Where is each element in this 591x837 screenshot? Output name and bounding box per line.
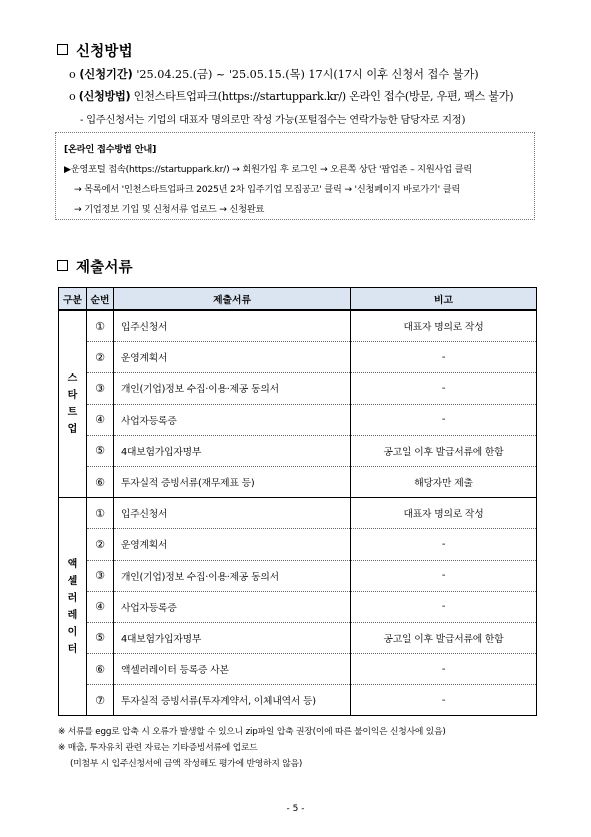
footnote-2: ※ 매출, 투자유치 관련 자료는 기타증빙서류에 업로드 (58, 743, 258, 753)
table-row (59, 560, 537, 591)
table-row (59, 466, 537, 497)
table-row (59, 529, 537, 560)
bullet-mark: o (69, 68, 76, 81)
table-row (59, 685, 537, 716)
table-row (59, 435, 537, 466)
document-name: 입주신청서 (114, 498, 351, 529)
document-name: 운영계획서 (114, 529, 351, 560)
document-note: 공고일 이후 발급서류에 한함 (351, 435, 537, 466)
document-name: 개인(기업)정보 수집·이용·제공 동의서 (114, 560, 351, 591)
section-title-text: 신청방법 (76, 44, 133, 60)
table-header-row (59, 288, 537, 311)
document-note: 대표자 명의로 작성 (351, 498, 537, 529)
checkbox-square-icon (57, 260, 68, 271)
online-guide-box (55, 132, 535, 220)
table-row (59, 654, 537, 685)
document-name: 개인(기업)정보 수집·이용·제공 동의서 (114, 373, 351, 404)
application-method-note: - 입주신청서는 기업의 대표자 명의로만 작성 가능(포털접수는 연락가능한 담당자로 지정) (80, 115, 466, 126)
header-document: 제출서류 (114, 288, 351, 311)
online-guide-title: [온라인 접수방법 안내] (64, 144, 157, 155)
group-label-char: 러 (67, 592, 78, 604)
table-row (59, 373, 537, 404)
group-label-cell (59, 498, 87, 716)
footnote-3: (미첨부 시 입주신청서에 금액 작성해도 평가에 반영하지 않음) (70, 759, 303, 769)
application-method-text: 인천스타트업파크(https://startuppark.kr/) 온라인 접수(방문, 우편, 팩스 불가) (133, 90, 514, 103)
row-number: ⑤ (87, 622, 114, 653)
group-label-char: 타 (67, 390, 78, 402)
document-name: 4대보험가입자명부 (114, 622, 351, 653)
document-note: - (351, 373, 537, 404)
document-note: - (351, 404, 537, 435)
table-row (59, 498, 537, 529)
document-note: 대표자 명의로 작성 (351, 310, 537, 342)
row-number: ⑥ (87, 654, 114, 685)
document-note: - (351, 685, 537, 716)
document-note: 공고일 이후 발급서류에 한함 (351, 622, 537, 653)
row-number: ① (87, 310, 114, 342)
checkbox-square-icon (57, 44, 68, 55)
table-row (59, 591, 537, 622)
group-label-char: 액 (67, 558, 78, 570)
section-title-text: 제출서류 (76, 260, 133, 276)
row-number: ② (87, 529, 114, 560)
application-period-line (69, 66, 479, 82)
header-note: 비고 (351, 288, 537, 311)
document-note: - (351, 529, 537, 560)
document-name: 운영계획서 (114, 342, 351, 373)
documents-table (58, 287, 537, 716)
row-number: ① (87, 498, 114, 529)
table-row (59, 404, 537, 435)
document-name: 사업자등록증 (114, 404, 351, 435)
row-number: ④ (87, 404, 114, 435)
table-row (59, 622, 537, 653)
document-name: 사업자등록증 (114, 591, 351, 622)
document-note: 해당자만 제출 (351, 466, 537, 497)
application-method-line (69, 88, 513, 104)
table-row (59, 342, 537, 373)
group-label-char: 터 (67, 643, 78, 655)
bullet-mark: o (69, 90, 76, 103)
group-label-char: 업 (67, 424, 78, 436)
row-number: ② (87, 342, 114, 373)
group-label-char: 레 (67, 609, 78, 621)
header-group: 구분 (59, 288, 87, 311)
group-label-char: 이 (67, 626, 78, 638)
section-title-documents (57, 256, 133, 277)
document-name: 투자실적 증빙서류(재무제표 등) (114, 466, 351, 497)
group-label-cell (59, 310, 87, 498)
group-label-char: 트 (67, 407, 78, 419)
group-label-char: 셀 (67, 575, 78, 587)
online-guide-line-1: ▶운영포털 접속(https://startuppark.kr/) → 회원가입 후 로그인 → 오른쪽 상단 '팝업존 – 지원사업 클릭 (64, 164, 472, 175)
group-label-char: 스 (67, 373, 78, 385)
row-number: ⑦ (87, 685, 114, 716)
online-guide-line-2: → 목록에서 '인천스타트업파크 2025년 2차 입주기업 모집공고' 클릭 → '신청페이지 바로가기' 클릭 (74, 184, 461, 195)
document-note: - (351, 560, 537, 591)
application-method-label: (신청방법) (78, 90, 131, 103)
row-number: ⑥ (87, 466, 114, 497)
row-number: ⑤ (87, 435, 114, 466)
document-name: 입주신청서 (114, 310, 351, 342)
page-number: - 5 - (286, 804, 305, 814)
document-name: 액셀러레이터 등록증 사본 (114, 654, 351, 685)
table-row (59, 310, 537, 342)
document-note: - (351, 654, 537, 685)
row-number: ③ (87, 560, 114, 591)
document-name: 투자실적 증빙서류(투자계약서, 이체내역서 등) (114, 685, 351, 716)
footnote-1: ※ 서류를 egg로 압축 시 오류가 발생할 수 있으니 zip파일 압축 권장(이에 따른 불이익은 신청사에 있음) (58, 727, 446, 737)
application-period-text: '25.04.25.(금) ~ '25.05.15.(목) 17시(17시 이후 신청서 접수 불가) (136, 68, 479, 81)
document-name: 4대보험가입자명부 (114, 435, 351, 466)
online-guide-line-3: → 기업정보 기입 및 신청서류 업로드 → 신청완료 (74, 204, 265, 215)
document-note: - (351, 342, 537, 373)
row-number: ④ (87, 591, 114, 622)
section-title-application-method (57, 40, 133, 61)
application-period-label: (신청기간) (79, 68, 133, 81)
header-number: 순번 (87, 288, 114, 311)
document-note: - (351, 591, 537, 622)
row-number: ③ (87, 373, 114, 404)
